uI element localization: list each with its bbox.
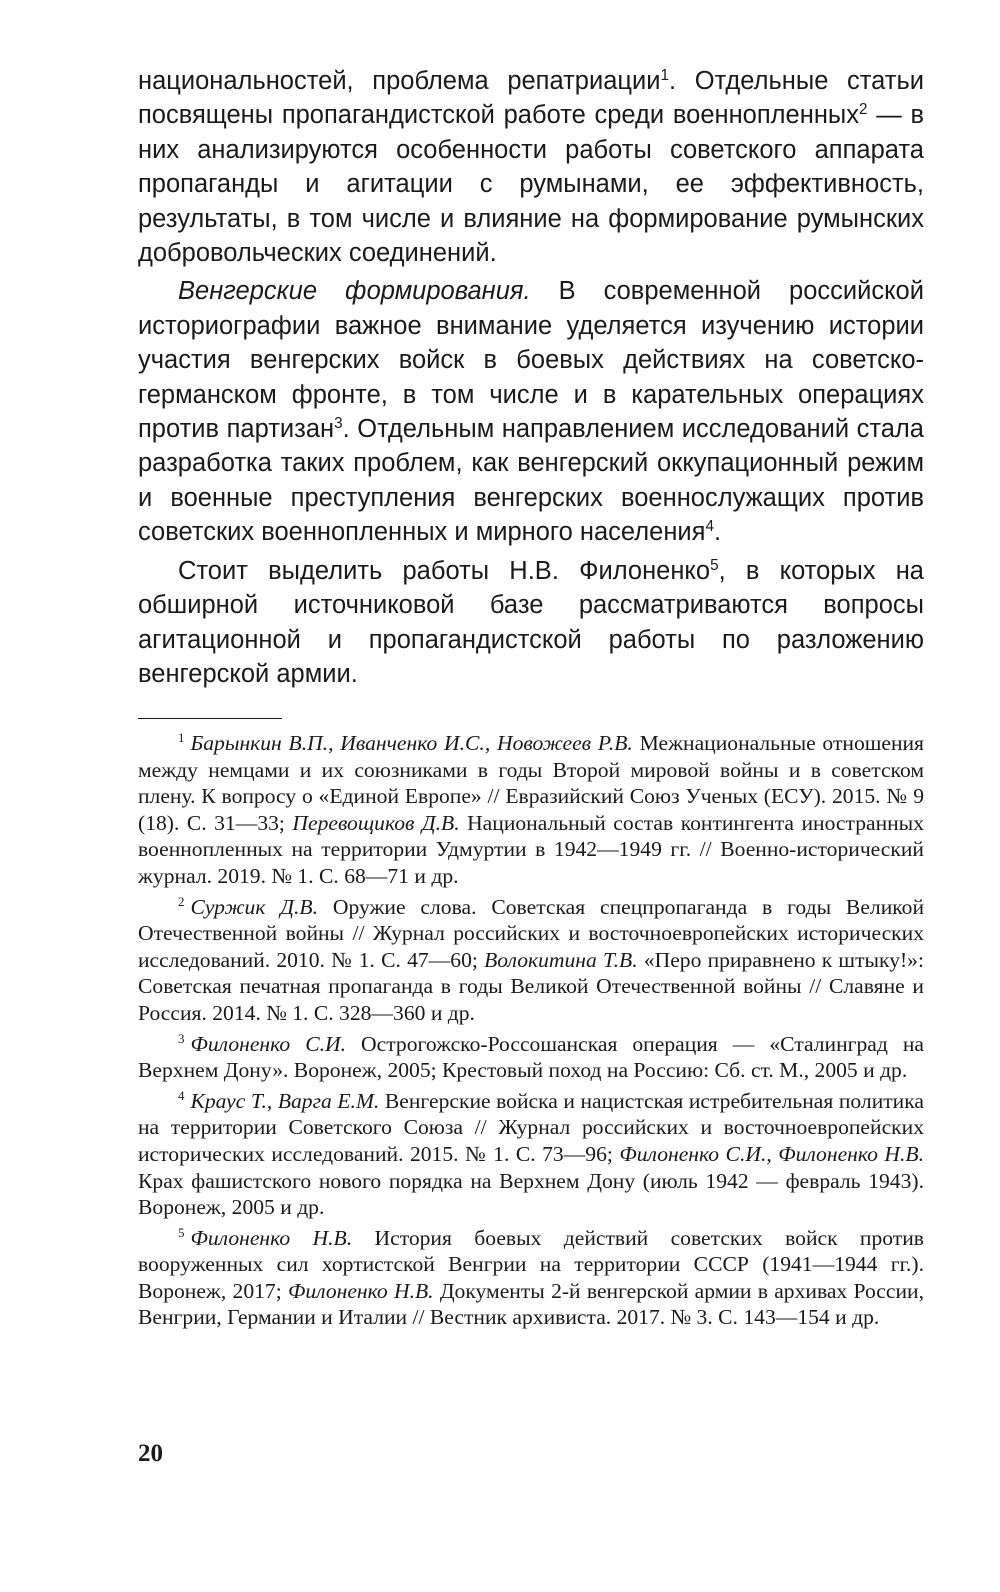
paragraph-3 <box>138 554 924 692</box>
footnote-text: Крах фашистского нового порядка на Верхнем Дону (июль 1942 — февраль 1943). Воронеж, 2005 и др. <box>138 1168 924 1220</box>
footnote-text: Национальный состав контингента иностранных военнопленных на территории Удмуртии в 1942—1949 гг. // Военно-исторический журнал. 2019. № 1. С. 68—71 и др. <box>138 810 924 888</box>
footnote-separator <box>138 718 282 719</box>
footnote-ref-4: 4 <box>705 518 714 536</box>
footnote-authors: Филоненко Н.В. <box>287 1278 434 1303</box>
footnote-ref-2: 2 <box>858 101 868 119</box>
footnote-number: 4 <box>178 1087 185 1103</box>
footnote-text: «Перо приравнено к штыку!»: Советская печатная пропаганда в годы Великой Отечественной войны // Славяне и Россия. 2014. № 1. С. 328—360 и др. <box>138 947 924 1025</box>
footnote-authors: Филоненко С.И., Филоненко Н.В. <box>619 1141 924 1166</box>
footnote-authors: Суржик Д.В. <box>190 894 319 919</box>
footnote-authors: Краус Т., Варга Е.М. <box>190 1088 380 1113</box>
footnote-number: 2 <box>178 893 185 909</box>
footnote-text: Оружие слова. Советская спецпропаганда в годы Великой Отечественной войны // Журнал российских и восточноевропейских исторических исследований. 2010. № 1. С. 47—60; <box>138 894 924 972</box>
text-span: — в них анализируются особенности работы советского аппарата пропаганды и агитации с румынами, ее эффективность, результаты, в том числе и влияние на формирование румынских добровольческих соединений. <box>138 101 924 268</box>
section-heading-inline: Венгерские формирования. <box>178 277 531 306</box>
footnote-number: 3 <box>178 1030 185 1046</box>
footnotes <box>138 730 924 1335</box>
paragraph-1 <box>138 64 924 270</box>
text-span: , в которых на обширной источниковой базе рассматриваются вопросы агитационной и пропагандистской работы по разложению венгерской армии. <box>138 556 924 688</box>
footnote-5 <box>138 1225 924 1331</box>
footnote-authors: Барынкин В.П., Иванченко И.С., Новожеев Р.В. <box>190 731 633 755</box>
footnote-ref-3: 3 <box>334 414 343 432</box>
footnote-ref-1: 1 <box>660 66 670 84</box>
footnote-number: 1 <box>178 730 185 746</box>
footnote-authors: Перевощиков Д.В. <box>292 810 460 835</box>
footnote-text: История боевых действий советских войск против вооруженных сил хортистской Венгрии на территории СССР (1941—1944 гг.). Воронеж, 2017; <box>138 1225 924 1303</box>
paragraph-2 <box>138 274 924 549</box>
footnote-text: Венгерские войска и нацистская истребительная политика на территории Советского Союза // Журнал российских и восточноевропейских исторических исследований. 2015. № 1. С. 73—96; <box>138 1088 924 1166</box>
footnote-authors: Филоненко Н.В. <box>190 1225 353 1250</box>
footnote-authors: Волокитина Т.В. <box>484 947 638 972</box>
footnote-3 <box>138 1031 924 1084</box>
main-text <box>138 64 924 695</box>
text-span: . Отдельным направлением исследований стала разработка таких проблем, как венгерский оккупационный режим и военные преступления венгерских военнослужащих против советских военнопленных и мирного населения <box>138 415 924 547</box>
footnote-number: 5 <box>178 1224 185 1240</box>
text-span: . <box>713 518 722 547</box>
footnote-text: Межнациональные отношения между немцами и их союзниками в годы Второй мировой войны и в советском плену. К вопросу о «Единой Европе» // Евразийский Союз Ученых (ЕСУ). 2015. № 9 (18). С. 31—33; <box>138 731 924 835</box>
footnote-text: Документы 2-й венгерской армии в архивах России, Венгрии, Германии и Италии // Вестник архивиста. 2017. № 3. С. 143—154 и др. <box>138 1278 924 1330</box>
page-number: 20 <box>138 1440 163 1467</box>
text-span: . Отдельные статьи посвящены пропагандистской работе среди военнопленных <box>138 67 924 130</box>
text-span: Стоит выделить работы Н.В. Филоненко <box>178 556 711 585</box>
footnote-ref-5: 5 <box>710 556 719 574</box>
text-span: В современной российской историографии важное внимание уделяется изучению истории участия венгерских войск в боевых действиях на советско-германском фронте, в том числе и в карательных операциях против партизан <box>138 277 924 444</box>
footnote-authors: Филоненко С.И. <box>190 1031 347 1056</box>
text-span: национальностей, проблема репатриации <box>138 67 661 95</box>
footnote-2 <box>138 894 924 1027</box>
footnote-4 <box>138 1088 924 1221</box>
footnote-1 <box>138 730 924 890</box>
footnote-text: Острогожско-Россошанская операция — «Сталинград на Верхнем Дону». Воронеж, 2005; Крестовый поход на Россию: Сб. ст. М., 2005 и др. <box>138 1031 924 1083</box>
